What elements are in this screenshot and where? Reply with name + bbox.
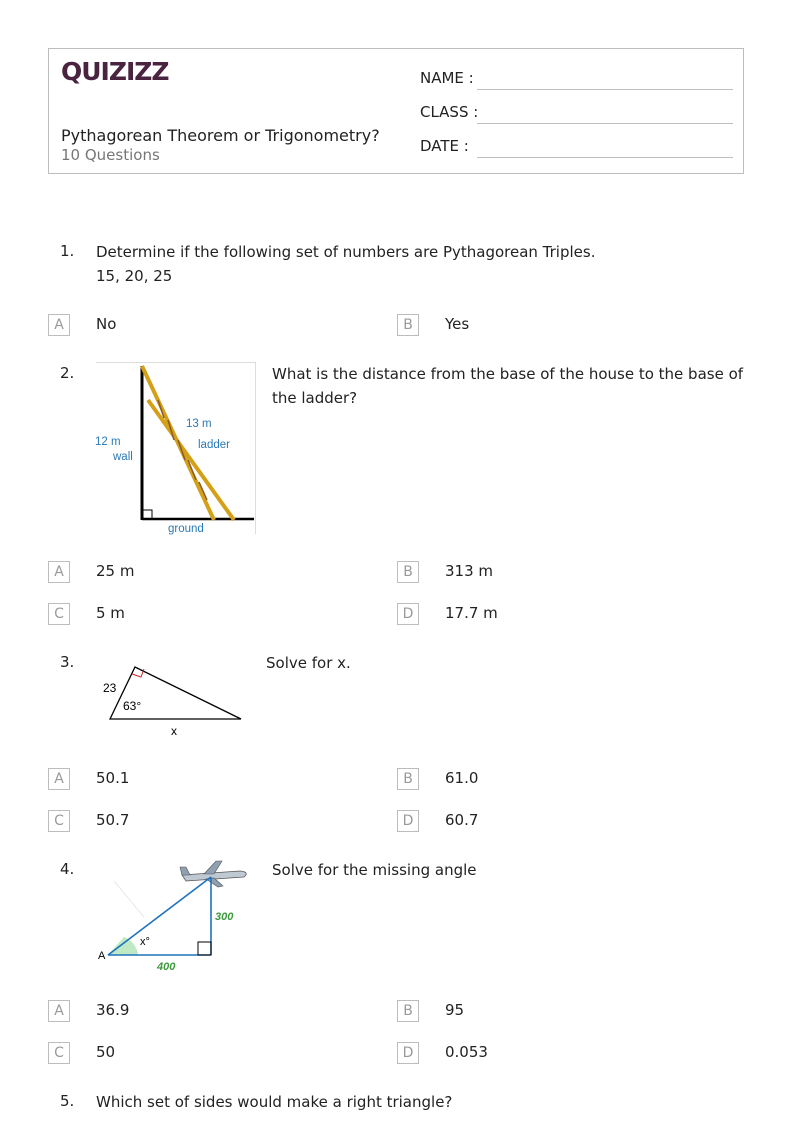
name-field[interactable] xyxy=(477,89,733,90)
option-text[interactable]: 50.7 xyxy=(96,811,130,829)
option-text[interactable]: 36.9 xyxy=(96,1001,130,1019)
option-letter-box[interactable]: C xyxy=(48,603,70,625)
question-number: 5. xyxy=(60,1092,75,1110)
option-letter-box[interactable]: D xyxy=(397,810,419,832)
ground-label: ground xyxy=(168,523,204,535)
triangle-figure xyxy=(96,660,246,740)
option-text[interactable]: 50 xyxy=(96,1043,116,1061)
side-label: 23 xyxy=(103,681,117,695)
base-label: x xyxy=(171,724,177,738)
option-letter-box[interactable]: D xyxy=(397,1042,419,1064)
option-letter-box[interactable]: A xyxy=(48,561,70,583)
ladder-label: ladder xyxy=(198,439,230,451)
wall-label: wall xyxy=(113,451,133,463)
option-text[interactable]: No xyxy=(96,315,117,333)
angle-label: x° xyxy=(140,936,150,948)
vertex-label: A xyxy=(98,950,106,962)
option-text[interactable]: Yes xyxy=(445,315,470,333)
ladder-length-label: 13 m xyxy=(186,418,212,430)
date-field[interactable] xyxy=(477,157,733,158)
option-text[interactable]: 61.0 xyxy=(445,769,479,787)
height-label: 300 xyxy=(215,911,234,923)
question-text: What is the distance from the base of the house to the base of xyxy=(272,365,744,383)
name-label: NAME : xyxy=(420,69,474,87)
option-text[interactable]: 50.1 xyxy=(96,769,130,787)
option-letter-box[interactable]: C xyxy=(48,810,70,832)
option-letter-box[interactable]: A xyxy=(48,314,70,336)
option-text[interactable]: 25 m xyxy=(96,562,135,580)
question-count: 10 Questions xyxy=(61,146,160,164)
option-letter-box[interactable]: D xyxy=(397,603,419,625)
question-number: 1. xyxy=(60,242,75,260)
question-number: 4. xyxy=(60,860,75,878)
option-text[interactable]: 60.7 xyxy=(445,811,479,829)
option-letter-box[interactable]: A xyxy=(48,768,70,790)
date-label: DATE : xyxy=(420,137,469,155)
airplane-triangle-figure xyxy=(94,855,254,980)
ladder-figure xyxy=(92,362,256,536)
option-text[interactable]: 0.053 xyxy=(445,1043,488,1061)
option-letter-box[interactable]: B xyxy=(397,1000,419,1022)
option-text[interactable]: 17.7 m xyxy=(445,604,498,622)
question-text-values: 15, 20, 25 xyxy=(96,267,173,285)
question-text-cont: the ladder? xyxy=(272,389,358,407)
question-text: Which set of sides would make a right triangle? xyxy=(96,1093,453,1111)
option-letter-box[interactable]: B xyxy=(397,561,419,583)
option-text[interactable]: 95 xyxy=(445,1001,465,1019)
question-number: 3. xyxy=(60,653,75,671)
option-letter-box[interactable]: A xyxy=(48,1000,70,1022)
quizizz-logo: QUIZIZZ xyxy=(61,57,169,86)
angle-label: 63° xyxy=(123,699,142,713)
option-letter-box[interactable]: B xyxy=(397,314,419,336)
question-text: Determine if the following set of numbers are Pythagorean Triples. xyxy=(96,243,596,261)
base-label: 400 xyxy=(157,961,176,973)
worksheet-title: Pythagorean Theorem or Trigonometry? xyxy=(61,126,380,145)
option-text[interactable]: 313 m xyxy=(445,562,494,580)
question-text: Solve for the missing angle xyxy=(272,861,477,879)
question-text: Solve for x. xyxy=(266,654,351,672)
option-text[interactable]: 5 m xyxy=(96,604,125,622)
option-letter-box[interactable]: C xyxy=(48,1042,70,1064)
question-number: 2. xyxy=(60,364,75,382)
option-letter-box[interactable]: B xyxy=(397,768,419,790)
wall-length-label: 12 m xyxy=(95,436,121,448)
class-label: CLASS : xyxy=(420,103,479,121)
class-field[interactable] xyxy=(477,123,733,124)
worksheet-header xyxy=(48,48,744,174)
airplane-icon xyxy=(180,861,246,887)
